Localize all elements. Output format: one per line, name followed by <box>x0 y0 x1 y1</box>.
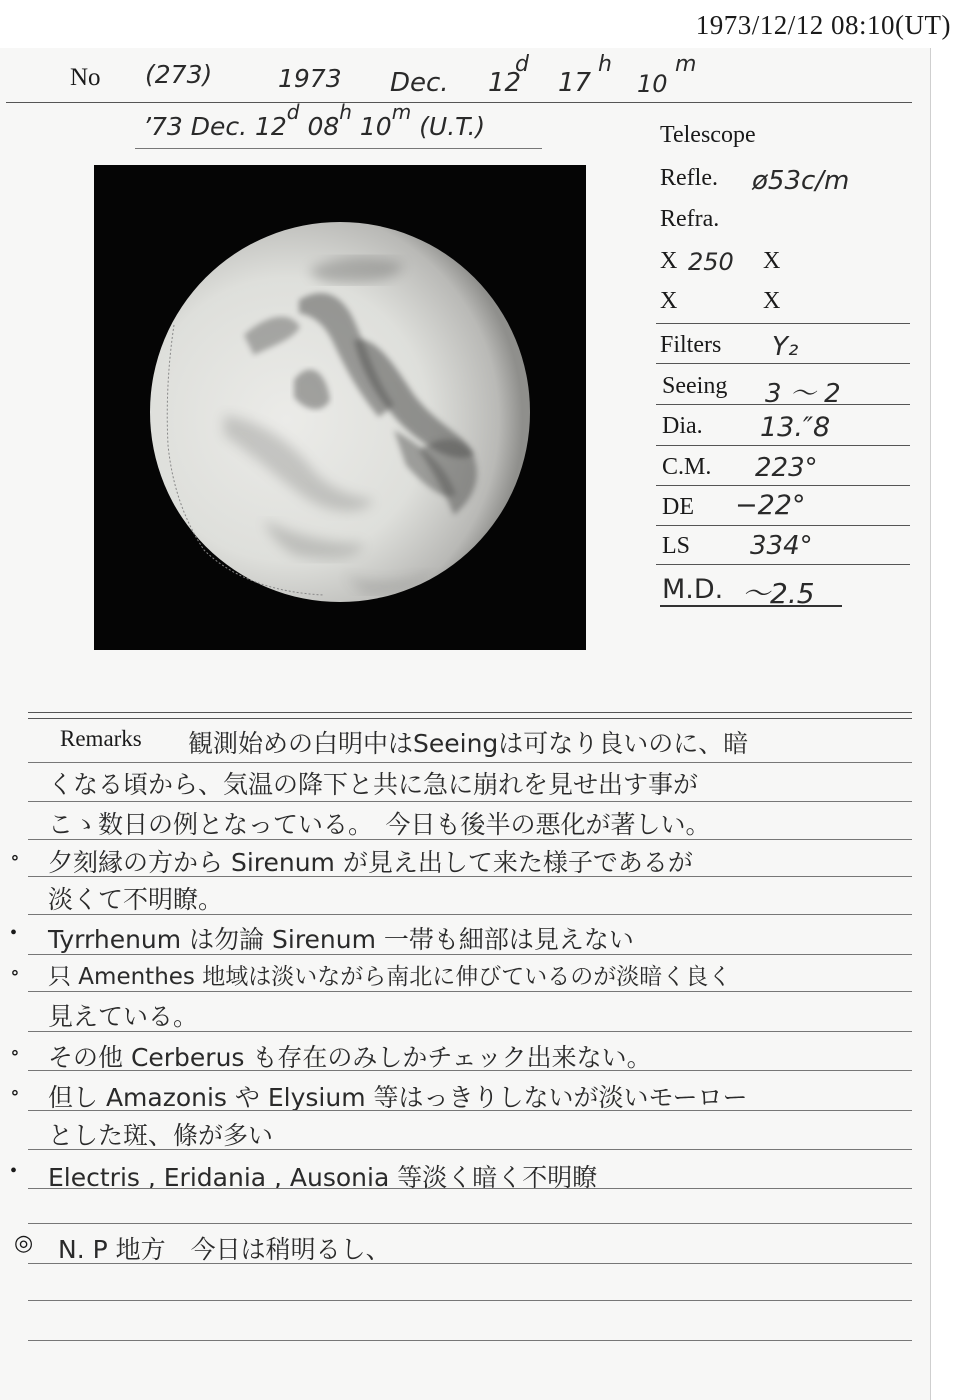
param-value-dia: 13.″8 <box>760 412 831 443</box>
refra-label: Refra. <box>660 206 720 232</box>
refle-value: ø53c/m <box>752 166 850 196</box>
remark-bullet: ∘ <box>10 1042 20 1064</box>
param-value-filters: Y₂ <box>772 332 799 362</box>
remark-bullet: ∘ <box>10 847 20 869</box>
remark-rule <box>28 991 912 992</box>
param-label-ls: LS <box>662 533 691 559</box>
remark-bullet: • <box>10 1160 18 1182</box>
ut-hour: 08 <box>307 112 340 141</box>
remark-rule <box>28 801 912 802</box>
mag-row2-x1: X <box>660 288 678 314</box>
param-rule <box>656 564 910 565</box>
remark-rule <box>28 954 912 955</box>
record-number: (273) <box>145 60 213 89</box>
md-underline <box>660 605 842 607</box>
telescope-rule <box>656 323 910 324</box>
remark-rule <box>28 1223 912 1224</box>
mars-disk-drawing <box>94 165 586 650</box>
record-header <box>0 52 930 102</box>
ut-date: ’73 Dec. 12 <box>143 112 287 141</box>
ut-timestamp: 1973/12/12 08:10(UT) <box>695 10 951 40</box>
ut-minute: 10 <box>359 112 392 141</box>
remark-rule <box>28 839 912 840</box>
md-label: M.D. <box>662 574 724 605</box>
mag-row2-x2: X <box>763 288 781 314</box>
remark-line: 淡くて不明瞭。 <box>48 885 224 914</box>
remark-line: 但し Amazonis や Elysium 等はっきりしないが淡いモーロー <box>48 1083 748 1112</box>
remark-line: こゝ数日の例となっている。 今日も後半の悪化が著しい。 <box>48 810 711 839</box>
param-rule <box>656 404 910 405</box>
param-rule <box>656 363 910 364</box>
remark-line: Electris , Eridania , Ausonia 等淡く暗く不明瞭 <box>48 1163 598 1192</box>
mag-row1-x1: X <box>660 248 678 274</box>
remarks-top-rule-1 <box>28 712 912 713</box>
remark-bullet: ∘ <box>10 1082 20 1104</box>
record-hour-unit: h <box>598 52 612 77</box>
ut-suffix: (U.T.) <box>419 112 486 141</box>
remark-rule <box>28 1340 912 1341</box>
param-label-dia: Dia. <box>662 413 703 439</box>
param-rule <box>656 485 910 486</box>
remark-rule <box>28 1110 912 1111</box>
remark-rule <box>28 1031 912 1032</box>
param-label-cm: C.M. <box>662 454 712 480</box>
remark-rule <box>28 1070 912 1071</box>
record-day-unit: d <box>515 52 529 77</box>
remarks-top-rule-2 <box>28 718 912 719</box>
ut-date-line <box>143 100 486 141</box>
record-day: 12 <box>488 68 522 98</box>
record-year: 1973 <box>278 64 342 93</box>
param-label-de: DE <box>662 494 694 520</box>
param-value-seeing: 3 ～ 2 <box>765 379 841 409</box>
remark-rule <box>28 1263 912 1264</box>
ut-hour-unit: h <box>339 100 352 124</box>
remark-line: 観測始めの白明中はSeeingは可なり良いのに、暗 <box>188 729 749 758</box>
md-value: ～2.5 <box>742 577 815 610</box>
remark-rule <box>28 876 912 877</box>
remark-rule <box>28 1300 912 1301</box>
header-rule <box>6 102 912 103</box>
remark-bullet: • <box>10 922 18 944</box>
remark-line: とした斑、條が多い <box>48 1121 274 1150</box>
remark-line: その他 Cerberus も存在のみしかチェック出来ない。 <box>48 1043 652 1072</box>
refle-label: Refle. <box>660 165 718 191</box>
no-label: No <box>70 64 101 91</box>
record-minute: 10 <box>637 70 668 98</box>
param-row-filters <box>660 332 721 359</box>
param-value-ls: 334° <box>750 531 813 561</box>
param-label-seeing: Seeing <box>662 373 728 399</box>
param-value-cm: 223° <box>755 453 818 483</box>
remark-bullet: ∘ <box>10 962 20 984</box>
telescope-title: Telescope <box>660 122 756 148</box>
remark-line: 夕刻縁の方から Sirenum が見え出して来た様子であるが <box>48 848 693 877</box>
record-month: Dec. <box>390 68 449 98</box>
remark-rule <box>28 1188 912 1189</box>
param-label: Filters <box>660 332 722 358</box>
remark-line: 只 Amenthes 地域は淡いながら南北に伸びているのが淡暗く良く <box>48 964 732 990</box>
ut-underline <box>135 148 542 149</box>
remark-line: 見えている。 <box>48 1002 199 1031</box>
magnification-value: 250 <box>688 248 734 276</box>
planet-drawing-frame <box>94 165 586 650</box>
remark-rule <box>28 914 912 915</box>
remark-line: N. P 地方 今日は稍明るし、 <box>58 1235 391 1264</box>
remark-rule <box>28 1149 912 1150</box>
record-hour: 17 <box>558 68 592 98</box>
remark-rule <box>28 762 912 763</box>
remark-bullet: ◎ <box>14 1230 34 1255</box>
remark-line: Tyrrhenum は勿論 Sirenum 一帯も細部は見えない <box>48 925 634 954</box>
param-rule <box>656 445 910 446</box>
ut-minute-unit: m <box>391 100 412 124</box>
ut-day-unit: d <box>286 100 300 124</box>
mag-row1-x2: X <box>763 248 781 274</box>
remarks-label: Remarks <box>60 726 142 751</box>
remark-line: くなる頃から、気温の降下と共に急に崩れを見せ出す事が <box>48 770 699 799</box>
param-rule <box>656 525 910 526</box>
record-minute-unit: m <box>675 52 697 77</box>
param-value-de: −22° <box>735 490 806 521</box>
